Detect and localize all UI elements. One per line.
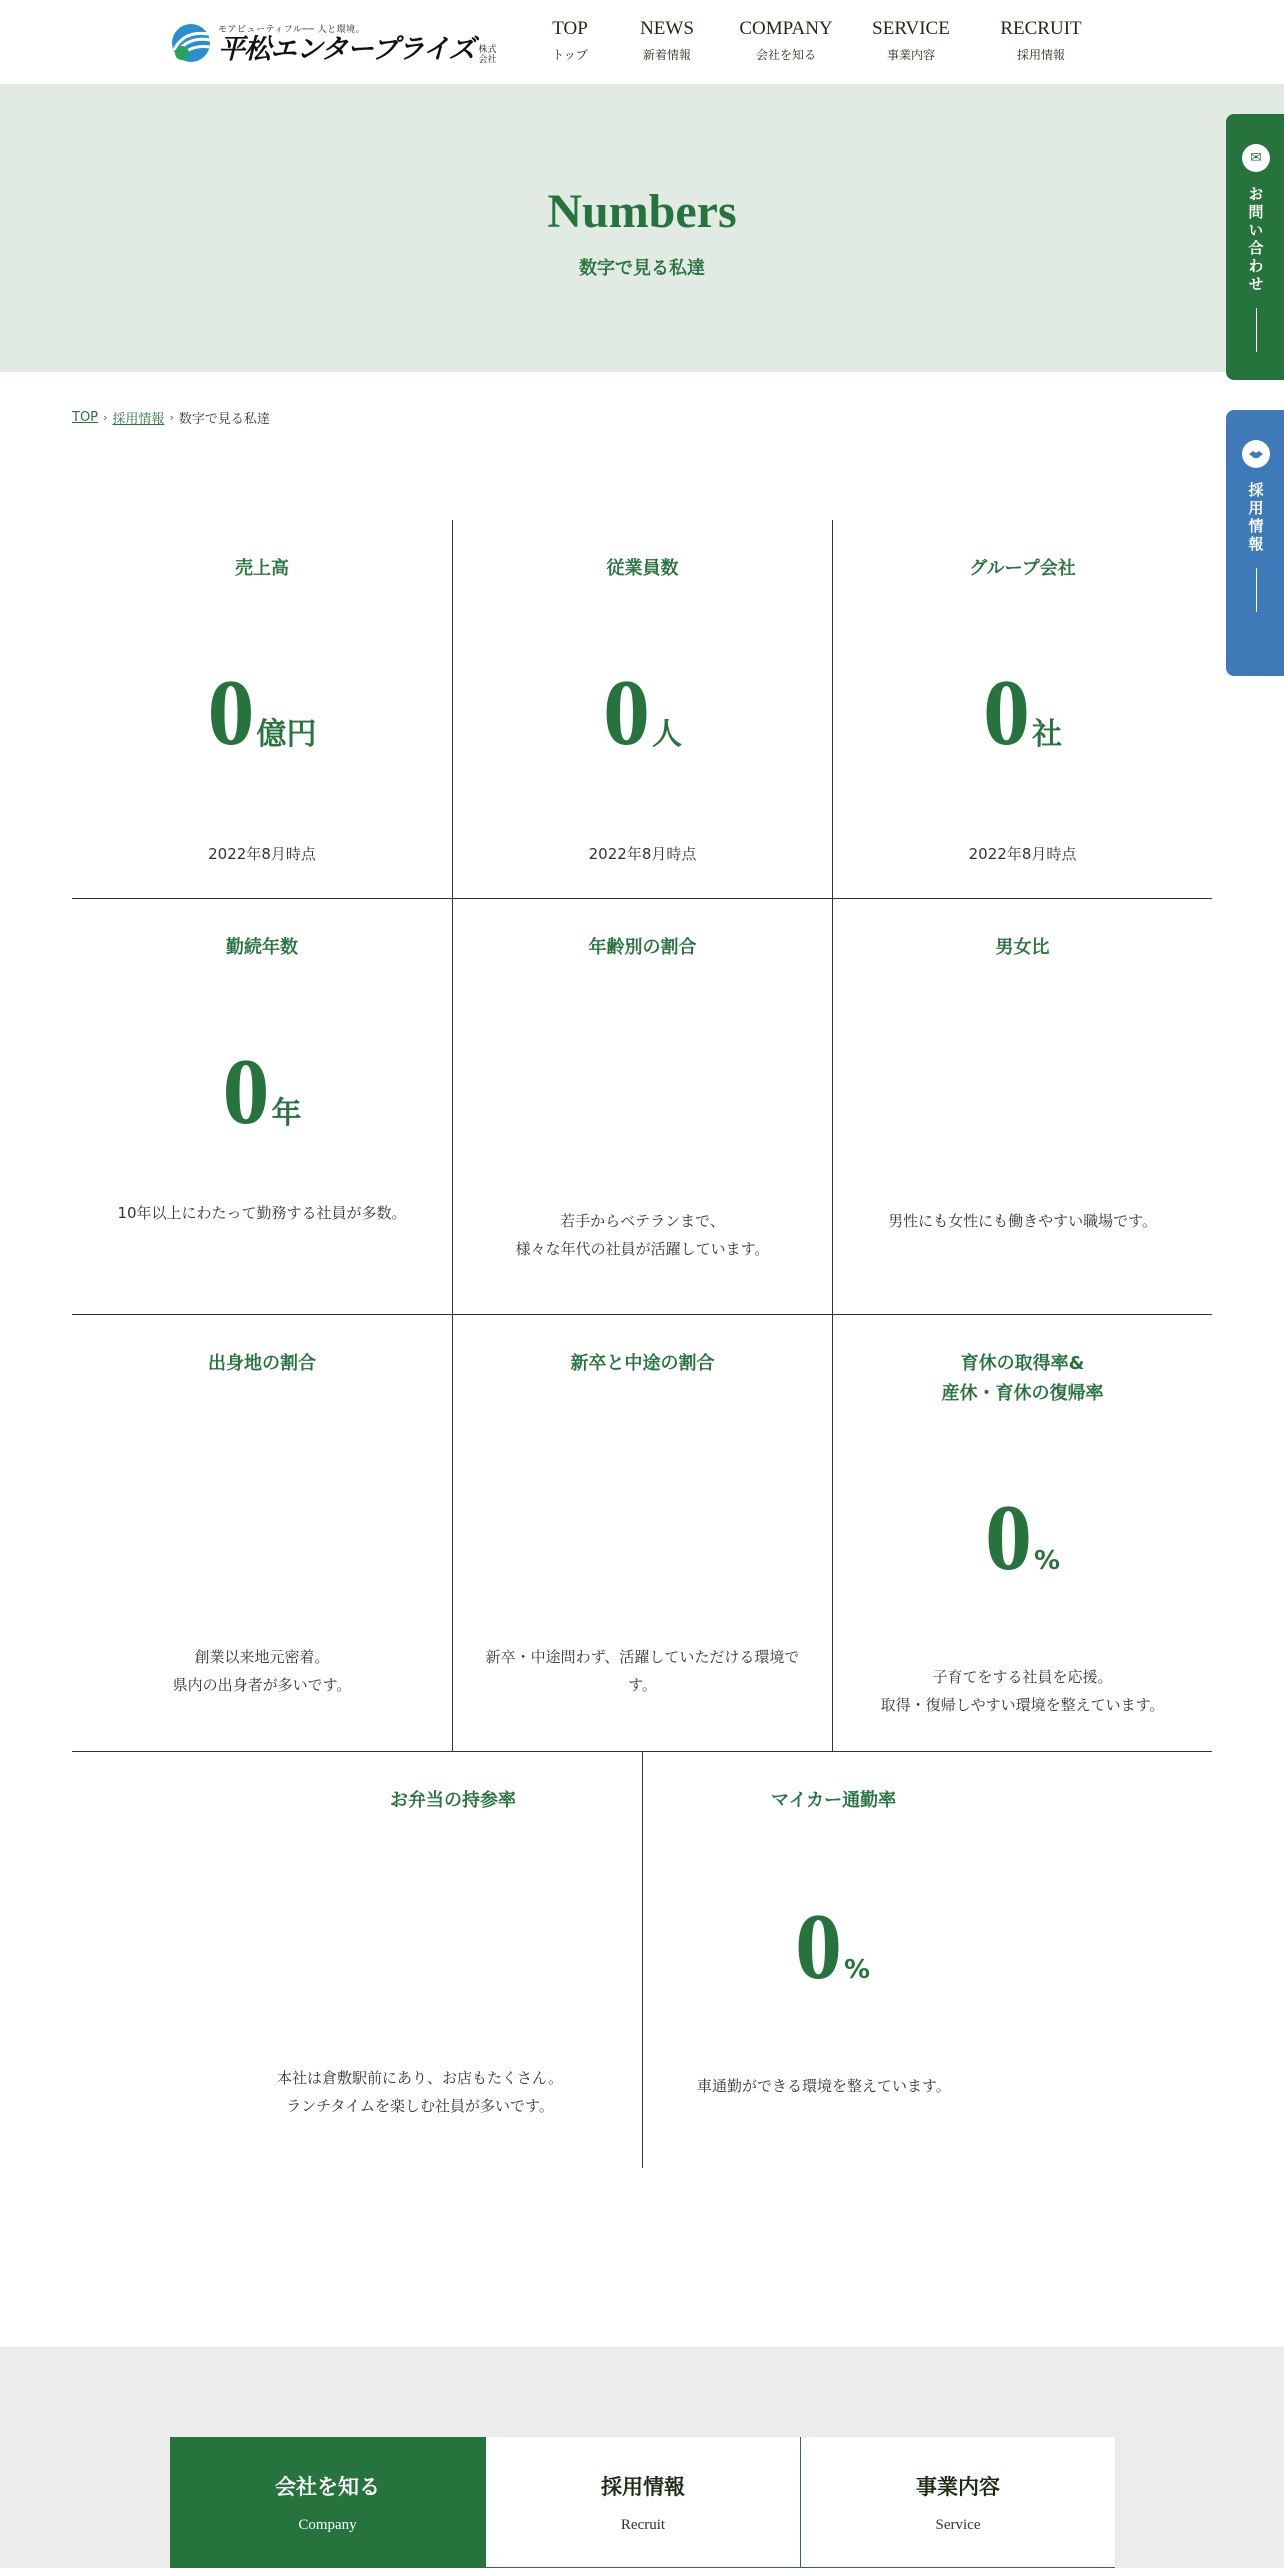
breadcrumb-recruit[interactable]: 採用情報 — [112, 412, 165, 427]
footer-link-ja: 採用情報 — [601, 2475, 685, 2499]
nav-recruit-en: RECRUIT — [1000, 18, 1082, 39]
footer-link-recruit[interactable] — [485, 2437, 800, 2568]
footer-link-en: Company — [298, 2517, 357, 2533]
stat-note-line: 本社は倉敷駅前にあり、お店もたくさん。 — [277, 2069, 563, 2087]
nav-news-en: NEWS — [640, 18, 694, 39]
breadcrumb-top[interactable]: TOP — [72, 410, 99, 425]
stat-cell-age-ratio — [452, 899, 832, 1314]
stat-note — [453, 1207, 832, 1263]
stat-number: 0 — [984, 1486, 1032, 1590]
site-header — [0, 0, 1284, 84]
breadcrumb — [72, 408, 270, 427]
footer-link-ja: 会社を知る — [275, 2475, 380, 2499]
footer-link-en: Recruit — [620, 2517, 666, 2533]
nav-service-en: SERVICE — [872, 18, 950, 39]
page-hero — [0, 84, 1284, 372]
stat-note-line: 取得・復帰しやすい環境を整えています。 — [880, 1696, 1165, 1714]
stat-cell-bento-ratio — [72, 1752, 642, 2168]
stat-cell-sales — [72, 520, 452, 898]
stat-number: 0 — [795, 1895, 842, 1999]
stat-title: 男女比 — [995, 937, 1050, 958]
footer-link-company[interactable] — [170, 2437, 485, 2568]
stat-cell-tenure — [72, 899, 452, 1314]
handshake-glyph — [1248, 446, 1264, 462]
stat-note — [833, 1663, 1212, 1719]
logo-name: 平松エンタープライズ — [218, 33, 475, 65]
stat-value — [833, 1486, 1212, 1590]
logo-tagline: モアビューティフル── 人と環境。 — [218, 24, 366, 35]
stat-note-line: 県内の出身者が多いです。 — [172, 1676, 352, 1694]
stat-title: 新卒と中途の割合 — [570, 1353, 715, 1374]
mail-icon: ✉ — [1242, 144, 1270, 172]
nav-recruit[interactable] — [996, 18, 1086, 63]
stat-cell-employees — [452, 520, 832, 898]
recruit-side-label: 採用情報 — [1246, 482, 1265, 554]
stat-note-line: 若手からベテランまで、 — [560, 1212, 725, 1230]
breadcrumb-current: 数字で見る私達 — [178, 412, 270, 427]
stat-note: 2022年8月時点 — [208, 845, 316, 863]
stat-title: 売上高 — [235, 558, 289, 579]
stat-unit: 億円 — [256, 717, 317, 752]
stat-note-line: ランチタイムを楽しむ社員が多いです。 — [286, 2097, 554, 2115]
contact-side-line — [1256, 308, 1257, 352]
stat-title: 従業員数 — [606, 558, 679, 579]
stat-note: 2022年8月時点 — [968, 845, 1077, 863]
nav-company[interactable] — [736, 18, 836, 63]
stat-note-line: 新卒・中途問わず、活躍していただける環境で — [485, 1648, 800, 1666]
page-subtitle: 数字で見る私達 — [579, 258, 705, 279]
stat-title-line: 育休の取得率& — [960, 1353, 1085, 1374]
stat-number: 0 — [983, 661, 1030, 765]
recruit-side-tab[interactable] — [1226, 410, 1284, 676]
stat-note-line: 創業以来地元密着。 — [194, 1648, 330, 1666]
stat-note — [453, 1643, 832, 1699]
global-nav — [540, 18, 1086, 63]
stat-unit: 年 — [271, 1096, 302, 1131]
nav-top[interactable] — [540, 18, 600, 63]
stat-value — [72, 1040, 452, 1144]
stat-cell-group-companies — [832, 520, 1212, 898]
stat-title — [833, 1349, 1212, 1409]
stat-cell-car-commute — [642, 1752, 1212, 2168]
stat-title: 勤続年数 — [226, 937, 298, 958]
nav-service-ja: 事業内容 — [886, 48, 935, 62]
stat-value — [72, 661, 452, 765]
stat-number: 0 — [603, 661, 650, 765]
stat-value — [453, 661, 832, 765]
nav-company-en: COMPANY — [739, 18, 833, 39]
footer-links — [170, 2437, 1116, 2568]
stat-note-line: 子育てをする社員を応援。 — [932, 1668, 1113, 1686]
stat-title: お弁当の持参率 — [390, 1790, 516, 1811]
stat-unit: 社 — [1032, 717, 1062, 752]
stat-unit: 人 — [652, 717, 682, 752]
nav-news[interactable] — [637, 18, 697, 63]
stat-unit: % — [844, 1955, 871, 1985]
footer-link-ja: 事業内容 — [916, 2475, 1000, 2499]
stat-note — [72, 2064, 642, 2120]
page-title: Numbers — [547, 185, 737, 238]
site-logo[interactable] — [170, 20, 495, 66]
chevron-right-icon: › — [103, 411, 108, 424]
nav-service[interactable] — [869, 18, 953, 63]
contact-side-label: お問い合わせ — [1246, 186, 1265, 294]
stat-note: 2022年8月時点 — [588, 845, 697, 863]
stat-note: 10年以上にわたって勤務する社員が多数。 — [117, 1204, 407, 1222]
stat-title: 出身地の割合 — [208, 1353, 316, 1374]
stat-number: 0 — [222, 1040, 270, 1144]
stat-title: 年齢別の割合 — [588, 937, 697, 958]
recruit-side-line — [1256, 568, 1257, 612]
numbers-grid — [72, 520, 1212, 2168]
footer-link-en: Service — [935, 2517, 981, 2533]
stat-cell-childcare-leave — [832, 1315, 1212, 1751]
stat-note-line: す。 — [628, 1676, 657, 1694]
stat-title: マイカー通勤率 — [771, 1790, 897, 1811]
nav-recruit-ja: 採用情報 — [1016, 48, 1065, 62]
stat-cell-gender-ratio — [832, 899, 1212, 1314]
stat-note: 車通勤ができる環境を整えています。 — [697, 2077, 951, 2095]
stat-cell-newgrad-midcareer — [452, 1315, 832, 1751]
stat-title-line: 産休・育休の復帰率 — [941, 1383, 1104, 1404]
nav-top-en: TOP — [552, 18, 588, 39]
stat-note — [72, 1643, 452, 1699]
stat-note: 男性にも女性にも働きやすい職場です。 — [888, 1212, 1157, 1230]
numbers-row — [72, 899, 1212, 1315]
stat-title: グループ会社 — [969, 558, 1076, 579]
numbers-row — [72, 1315, 1212, 1752]
contact-side-tab[interactable] — [1226, 114, 1284, 380]
nav-news-ja: 新着情報 — [642, 48, 691, 62]
handshake-icon — [1242, 440, 1270, 468]
stat-unit: % — [1033, 1546, 1061, 1576]
logo-corp: 株式会社 — [478, 44, 497, 65]
logo-mark-icon — [170, 22, 212, 64]
stat-value — [643, 1895, 1212, 1999]
nav-company-ja: 会社を知る — [755, 48, 816, 62]
stat-cell-hometown-ratio — [72, 1315, 452, 1751]
numbers-row — [72, 520, 1212, 899]
numbers-row — [72, 1752, 1212, 2168]
stat-value — [833, 661, 1212, 765]
stat-note-line: 様々な年代の社員が活躍しています。 — [515, 1240, 770, 1258]
stat-number: 0 — [207, 661, 255, 765]
nav-top-ja: トップ — [552, 48, 588, 62]
chevron-right-icon: › — [169, 411, 174, 424]
footer-link-service[interactable] — [800, 2437, 1115, 2568]
